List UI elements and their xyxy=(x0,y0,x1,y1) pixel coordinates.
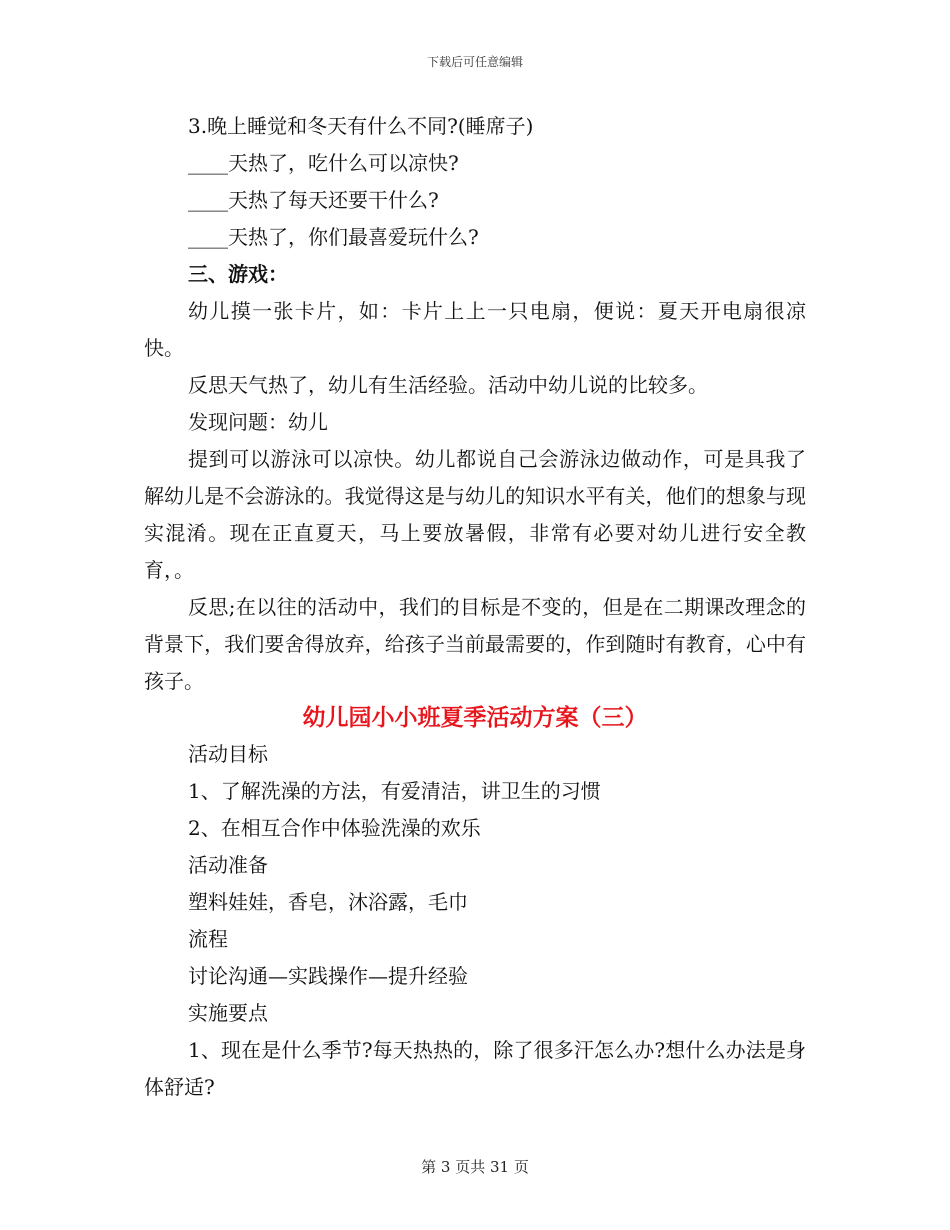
page-footer: 第 3 页共 31 页 xyxy=(421,1158,529,1176)
paragraph: 流程 xyxy=(188,927,228,951)
document-body xyxy=(144,108,806,1106)
paragraph: 3.晚上睡觉和冬天有什么不同?(睡席子) xyxy=(188,114,534,138)
paragraph: 2、在相互合作中体验洗澡的欢乐 xyxy=(188,816,481,840)
paragraph: 提到可以游泳可以凉快。幼儿都说自己会游泳边做动作，可是具我了解幼儿是不会游泳的。我觉得这是与幼儿的知识水平有关，他们的想象与现实混淆。现在正直夏天，马上要放暑假，非常有必要对幼儿进行安全教育，。 xyxy=(144,447,806,582)
paragraph: 1、了解洗澡的方法，有爱清洁，讲卫生的习惯 xyxy=(188,779,601,803)
paragraph: 发现问题：幼儿 xyxy=(188,410,328,434)
paragraph: ____天热了，你们最喜爱玩什么? xyxy=(188,225,479,249)
paragraph: 实施要点 xyxy=(188,1001,268,1025)
paragraph: 活动目标 xyxy=(188,742,268,766)
paragraph: 塑料娃娃，香皂，沐浴露，毛巾 xyxy=(188,890,468,914)
page-header: 下载后可任意编辑 xyxy=(426,55,523,69)
paragraph: 讨论沟通—实践操作—提升经验 xyxy=(188,964,468,988)
paragraph: 幼儿摸一张卡片，如：卡片上上一只电扇，便说：夏天开电扇很凉快。 xyxy=(144,299,806,360)
section-title: 幼儿园小小班夏季活动方案（三） xyxy=(302,704,648,731)
section-heading: 三、游戏： xyxy=(188,262,288,286)
paragraph: 活动准备 xyxy=(188,853,268,877)
paragraph: ____天热了每天还要干什么? xyxy=(188,188,439,212)
paragraph: 反思天气热了，幼儿有生活经验。活动中幼儿说的比较多。 xyxy=(188,373,708,397)
paragraph: ____天热了，吃什么可以凉快? xyxy=(188,151,459,175)
paragraph: 1、现在是什么季节?每天热热的，除了很多汗怎么办?想什么办法是身体舒适? xyxy=(144,1038,806,1099)
paragraph: 反思;在以往的活动中，我们的目标是不变的，但是在二期课改理念的背景下，我们要舍得放弃，给孩子当前最需要的，作到随时有教育，心中有孩子。 xyxy=(144,595,806,693)
